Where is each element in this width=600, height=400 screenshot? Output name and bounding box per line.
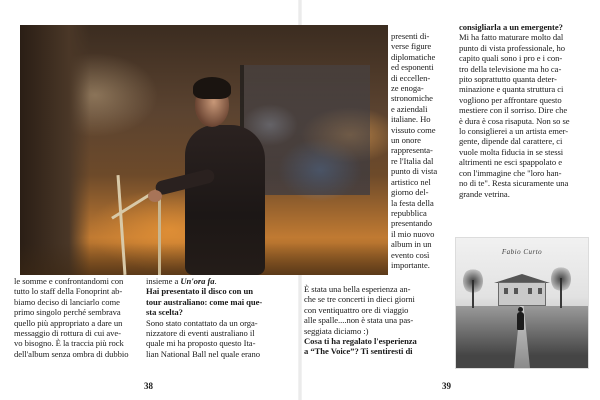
text-line: biamo deciso di lanciarlo come — [14, 296, 120, 307]
text-line: con ventiquattro ore di viaggio — [304, 304, 409, 315]
text-line: di eccellen- — [391, 72, 431, 83]
interview-question: a “The Voice”? Ti sentiresti di — [304, 346, 413, 357]
right-page-narrow-column — [391, 31, 447, 270]
text-line: È stata una bella esperienza an- — [304, 284, 411, 294]
text-line: alle spalle....non è stata una pas- — [304, 315, 414, 326]
text-line: gente, dipende dal carattere, ci — [459, 136, 563, 147]
album-tree-left — [472, 280, 474, 308]
album-house-window — [538, 288, 542, 294]
intro-punct: . — [214, 276, 217, 286]
text-line: tutto lo staff della Fonoprint ab- — [14, 286, 123, 297]
left-page-column-1 — [14, 276, 140, 359]
text-line: primo singolo perché sembrava — [14, 307, 121, 318]
album-cover-image — [456, 238, 588, 368]
text-line: vissuto come — [391, 124, 436, 135]
text-line: ze enoga- — [391, 83, 424, 94]
interview-question: sta scelta? — [146, 307, 183, 318]
text-line: giorno del- — [391, 187, 429, 198]
second-mic-stand — [158, 195, 161, 275]
text-line: punto di vista professionale, ho — [459, 42, 566, 53]
text-line: presentando — [391, 218, 432, 229]
musician-photo — [20, 25, 388, 275]
album-title: Fabio Curto — [501, 248, 543, 256]
text-line: la festa della — [391, 197, 434, 208]
intro-text: insieme a — [146, 276, 181, 286]
interview-question: Cosa ti ha regalato l'esperienza — [304, 336, 417, 347]
text-line: Sono stato contattato da un orga- — [146, 317, 258, 328]
album-house — [498, 282, 546, 306]
right-page-bottom-column — [304, 284, 448, 357]
text-line: messaggio di rottura di cui ave- — [14, 328, 121, 339]
album-house-window — [528, 288, 532, 294]
text-line: minazione e quanta struttura ci — [459, 84, 564, 95]
text-line: vuole molta fiducia in se stessi — [459, 146, 564, 157]
text-line: artistico nel — [391, 176, 431, 187]
page-number-left: 38 — [144, 381, 153, 391]
album-figure — [517, 312, 524, 330]
text-line: quello più appropriato a dare un — [14, 317, 123, 328]
album-house-window — [504, 288, 508, 294]
interview-question: tour australiano: come mai que- — [146, 296, 263, 307]
singer-hand — [148, 190, 162, 202]
text-line: quale mi ha proposto questo Ita- — [146, 338, 256, 349]
text-line: evento così — [391, 249, 430, 260]
text-line: Mi ha fatto maturare molto dal — [459, 32, 564, 43]
album-house-window — [514, 288, 518, 294]
text-line: re l'Italia dal — [391, 155, 434, 166]
text-line: un onore — [391, 135, 421, 146]
text-line: seggiata diciamo :) — [304, 325, 369, 336]
interview-question: Hai presentato il disco con un — [146, 286, 253, 297]
text-line: è dura è cosa risaputa. Non so se — [459, 115, 570, 126]
text-line: album in un — [391, 239, 432, 250]
text-line: tro della televisione ma ho ca- — [459, 63, 562, 74]
text-line: repubblica — [391, 207, 427, 218]
text-line: e aziendali — [391, 103, 428, 114]
text-line: importante. — [391, 259, 430, 270]
song-title: Un'ora fa — [180, 276, 215, 286]
text-line: verse figure — [391, 41, 432, 52]
singer-body — [185, 125, 265, 275]
album-tree-right — [560, 278, 562, 308]
text-line: rappresenta- — [391, 145, 433, 156]
text-line: ed esponenti — [391, 62, 434, 73]
text-line: lian National Ball nel quale erano — [146, 348, 261, 359]
page-number-right: 39 — [442, 381, 451, 391]
intro-line — [146, 276, 286, 286]
text-line: pito soprattutto quanta deter- — [459, 74, 557, 85]
text-line: il mio nuovo — [391, 228, 435, 239]
text-line: nizzatore di eventi australiano il — [146, 328, 255, 339]
text-line: presenti di- — [391, 31, 430, 41]
singer-hair — [193, 77, 231, 99]
text-line: vogliono per affrontare questo — [459, 94, 562, 105]
left-page-column-2 — [146, 276, 286, 359]
interview-question: consigliarla a un emergente? — [459, 22, 563, 32]
text-line: che se tre concerti in dieci giorni — [304, 294, 415, 305]
text-line: mestiere con il sorriso. Dire che — [459, 105, 568, 116]
text-line: vo bisogno. È la traccia più rock — [14, 338, 124, 349]
text-line: diplomatiche — [391, 51, 436, 62]
photo-wall — [20, 25, 90, 275]
text-line: stronomiche — [391, 93, 433, 104]
text-line: punto di vista — [391, 166, 438, 177]
text-line: con l'immagine che "loro han- — [459, 167, 562, 178]
text-line: capito quali sono i pro e i con- — [459, 53, 563, 64]
text-line: italiane. Ho — [391, 114, 431, 125]
text-line: le somme e confrontandomi con — [14, 276, 124, 286]
text-line: no di te". Resta sicuramente una — [459, 178, 569, 189]
text-line: grande vetrina. — [459, 188, 510, 199]
text-line: altrimenti ne esci spappolato e — [459, 157, 562, 168]
text-line: lo consiglierei a un artista emer- — [459, 126, 569, 137]
text-line: dell'album senza ombra di dubbio — [14, 348, 129, 359]
right-page-far-column — [459, 22, 593, 199]
